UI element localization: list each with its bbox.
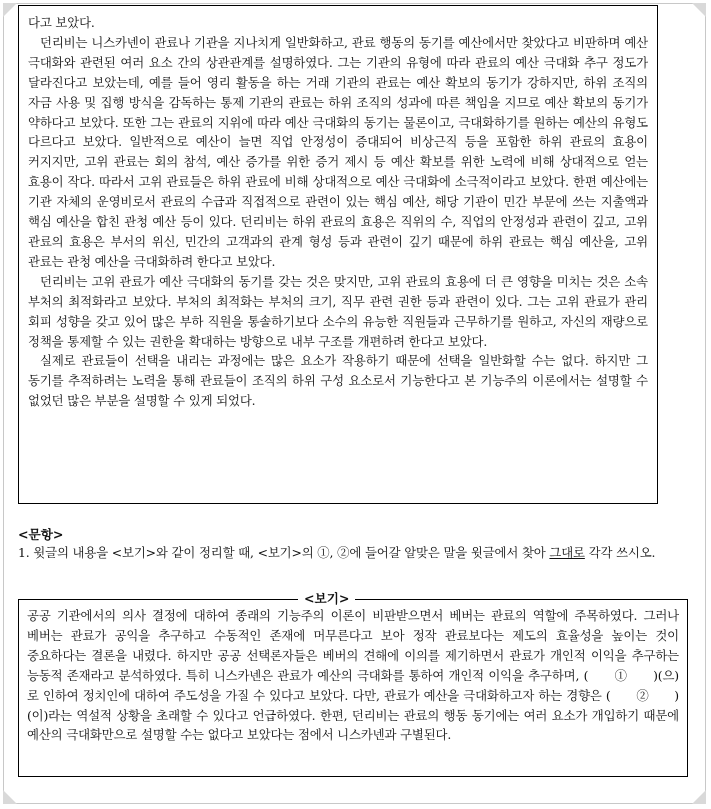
question-text-part: 각각 쓰시오.: [584, 545, 656, 560]
page-corner-fold: [692, 790, 706, 804]
bogi-text: 공공 기관에서의 의사 결정에 대하여 종래의 기능주의 이론이 비판받으면서 베버는 관료의 역할에 주목하였다. 그러나 베버는 관료가 공익을 추구하고 수동적인 존재에 머무른다고 보아 정작 관료보다는 제도의 효율성을 높이는 것이 중요하다는 결론을 내렸다. 하지만 공공 선택론자들은 베버의 견해에 이의를 제기하면서 관료가 개인적 이익을 추구하는 능동적 존재라고 분석하였다. 특히 니스카넨은 관료가 예산의 극대화를 통하여 개인적 이익을 추구하며, ( ① )(으)로 인하여 정치인에 대하여 주도성을 가질 수 있다고 보았다. 다만, 관료가 예산을 극대화하고자 하는 경향은 ( ② )(이)라는 역설적 상황을 초래할 수 있다고 언급하였다. 한편, 던리비는 관료의 행동 동기에는 여러 요소가 개입하기 때문에 예산의 극대화만으로 설명할 수는 없다고 보았다는 점에서 니스카넨과 구별된다.: [27, 608, 679, 743]
page-corner-fold: [3, 790, 17, 804]
question-label: <문항>: [18, 527, 64, 542]
passage-paragraph: 실제로 관료들이 선택을 내리는 과정에는 많은 요소가 작용하기 때문에 선택을 일반화할 수는 없다. 하지만 그 동기를 추적하려는 노력을 통해 관료들이 조직의 하위 구성 요소로서 기능한다고 본 기능주의 이론에서는 설명할 수 없었던 많은 부분을 설명할 수 있게 되었다.: [28, 353, 648, 409]
bogi-title: <보기>: [298, 590, 355, 608]
question-emphasis: 그대로: [549, 545, 585, 560]
passage-paragraph: 다고 보았다.: [28, 15, 95, 30]
page-corner-fold: [692, 3, 706, 17]
page-corner-fold: [3, 3, 17, 17]
question-text: [18, 543, 698, 563]
passage-paragraph: 던리비는 고위 관료가 예산 극대화의 동기를 갖는 것은 맞지만, 고위 관료의 효용에 더 큰 영향을 미치는 것은 소속 부처의 최적화라고 보았다. 부처의 최적화는 부처의 크기, 직무 관련 권한 등과 관련이 있다. 그는 고위 관료가 관리 회피 성향을 갖고 있어 많은 부하 직원을 통솔하기보다 소수의 유능한 직원들과 근무하기를 원하고, 자신의 재량으로 정책을 통제할 수 있는 권한을 확대하는 방향으로 내부 구조를 개편하려 한다고 보았다.: [28, 273, 648, 349]
bogi-box: [18, 599, 688, 777]
question-text-part: 1. 윗글의 내용을 <보기>와 같이 정리할 때, <보기>의 ①, ②에 들어갈 알맞은 말을 윗글에서 찾아: [18, 545, 550, 560]
passage-paragraph: 던리비는 니스카넨이 관료나 기관을 지나치게 일반화하고, 관료 행동의 동기를 예산에서만 찾았다고 비판하며 예산 극대화와 관련된 여러 요소 간의 상관관계를 설명하였다. 그는 기관의 유형에 따라 관료의 예산 극대화 추구 정도가 달라진다고 보았는데, 예를 들어 영리 활동을 하는 거래 기관의 관료는 예산 확보의 동기가 강하지만, 하위 조직의 자금 사용 및 집행 방식을 감독하는 통제 기관의 관료는 하위 조직의 성과에 따른 책임을 지므로 예산 확보의 동기가 약하다고 보았다. 또한 그는 관료의 지위에 따라 예산 극대화의 동기는 물론이고, 극대화하기를 원하는 예산의 유형도 다르다고 보았다. 일반적으로 예산이 늘면 직업 안정성이 증대되어 비상근직 등을 포함한 하위 관료의 효용이 커지지만, 고위 관료는 회의 참석, 예산 증가를 위한 증거 제시 등 예산 확보를 위한 노력에 비해 상대적으로 얻는 효용이 작다. 따라서 고위 관료들은 하위 관료에 비해 상대적으로 예산 극대화에 소극적이라고 보았다. 한편 예산에는 기관 자체의 운영비로서 관료의 수급과 직접적으로 관련이 있는 핵심 예산, 해당 기관이 민간 부문에 쓰는 지출액과 핵심 예산을 합친 관청 예산 등이 있다. 던리비는 하위 관료의 효용은 직위의 수, 직업의 안정성과 관련이 깊고, 고위 관료의 효용은 부서의 위신, 민간의 고객과의 관계 형성 등과 관련이 깊기 때문에 하위 관료는 핵심 예산을, 고위 관료는 관청 예산을 극대화하려 한다고 보았다.: [28, 34, 648, 269]
reading-passage-box: [18, 5, 658, 504]
